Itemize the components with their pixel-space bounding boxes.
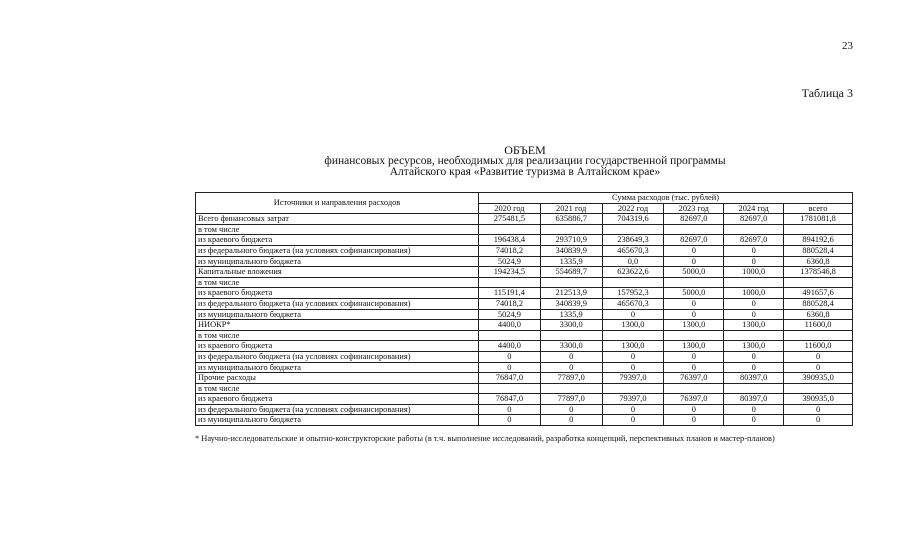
cell-value: 157952,3 <box>602 288 664 299</box>
row-label: НИОКР* <box>196 320 479 331</box>
cell-value: 238649,3 <box>602 235 664 246</box>
cell-value <box>724 277 784 288</box>
table-row <box>196 235 853 246</box>
table-row <box>196 256 853 267</box>
row-label: из федерального бюджета (на условиях софинансирования) <box>196 351 479 362</box>
cell-value: 76847,0 <box>479 373 541 384</box>
cell-value <box>664 224 724 235</box>
cell-value: 390935,0 <box>784 373 853 384</box>
cell-value: 80397,0 <box>724 373 784 384</box>
cell-value: 0 <box>724 298 784 309</box>
table-row <box>196 383 853 394</box>
table-row <box>196 277 853 288</box>
cell-value: 704319,6 <box>602 214 664 225</box>
table-row <box>196 288 853 299</box>
header-year: 2020 год <box>479 203 541 214</box>
cell-value <box>540 330 602 341</box>
cell-value: 0 <box>664 309 724 320</box>
cell-value: 390935,0 <box>784 394 853 405</box>
cell-value: 623622,6 <box>602 267 664 278</box>
cell-value: 894192,6 <box>784 235 853 246</box>
cell-value: 1300,0 <box>664 341 724 352</box>
cell-value: 0 <box>784 415 853 426</box>
document-title <box>195 145 855 178</box>
cell-value: 880528,4 <box>784 298 853 309</box>
cell-value: 880528,4 <box>784 245 853 256</box>
header-year: 2024 год <box>724 203 784 214</box>
cell-value: 0,0 <box>602 256 664 267</box>
cell-value: 0 <box>664 256 724 267</box>
row-label: в том числе <box>196 330 479 341</box>
row-label: из краевого бюджета <box>196 288 479 299</box>
cell-value: 76847,0 <box>479 394 541 405</box>
financial-resources-table <box>195 192 853 426</box>
title-line-1: ОБЪЕМ <box>504 143 546 157</box>
cell-value: 1300,0 <box>664 320 724 331</box>
cell-value <box>479 224 541 235</box>
cell-value: 5024,9 <box>479 256 541 267</box>
cell-value: 82697,0 <box>724 214 784 225</box>
cell-value: 0 <box>479 404 541 415</box>
footnote: * Научно-исследовательские и опытно-конструкторские работы (в т.ч. выполнение исследований, разработка концепций, перспективных планов и мастер-планов) <box>195 434 775 443</box>
row-label: Капитальные вложения <box>196 267 479 278</box>
cell-value: 1300,0 <box>724 341 784 352</box>
cell-value: 196438,4 <box>479 235 541 246</box>
header-year: 2023 год <box>664 203 724 214</box>
table-row <box>196 224 853 235</box>
cell-value: 3300,0 <box>540 341 602 352</box>
table-row <box>196 320 853 331</box>
table-row <box>196 351 853 362</box>
cell-value: 0 <box>664 415 724 426</box>
table-row <box>196 341 853 352</box>
cell-value <box>784 224 853 235</box>
table-row <box>196 330 853 341</box>
cell-value: 6360,8 <box>784 256 853 267</box>
cell-value: 635886,7 <box>540 214 602 225</box>
row-label: из краевого бюджета <box>196 235 479 246</box>
table-row <box>196 404 853 415</box>
table-row <box>196 267 853 278</box>
table-label: Таблица 3 <box>801 86 853 100</box>
title-line-2: финансовых ресурсов, необходимых для реализации государственной программы <box>324 155 726 167</box>
cell-value: 0 <box>540 351 602 362</box>
row-label: из муниципального бюджета <box>196 256 479 267</box>
row-label: в том числе <box>196 277 479 288</box>
cell-value <box>784 330 853 341</box>
title-line-3: Алтайского края «Развитие туризма в Алтайском крае» <box>389 166 661 178</box>
row-label: из краевого бюджета <box>196 341 479 352</box>
cell-value: 0 <box>479 351 541 362</box>
cell-value <box>479 383 541 394</box>
cell-value: 11600,0 <box>784 341 853 352</box>
cell-value: 0 <box>540 415 602 426</box>
table-row <box>196 214 853 225</box>
cell-value <box>540 224 602 235</box>
cell-value: 340839,9 <box>540 245 602 256</box>
table-row <box>196 394 853 405</box>
cell-value: 115191,4 <box>479 288 541 299</box>
cell-value: 0 <box>784 362 853 373</box>
cell-value: 0 <box>479 415 541 426</box>
cell-value: 82697,0 <box>664 214 724 225</box>
cell-value: 3300,0 <box>540 320 602 331</box>
cell-value: 0 <box>602 309 664 320</box>
cell-value: 80397,0 <box>724 394 784 405</box>
cell-value: 554689,7 <box>540 267 602 278</box>
cell-value: 1300,0 <box>602 341 664 352</box>
cell-value: 194234,5 <box>479 267 541 278</box>
cell-value: 0 <box>724 309 784 320</box>
row-label: из муниципального бюджета <box>196 362 479 373</box>
cell-value: 491657,6 <box>784 288 853 299</box>
header-year: 2021 год <box>540 203 602 214</box>
cell-value: 11600,0 <box>784 320 853 331</box>
cell-value: 82697,0 <box>664 235 724 246</box>
cell-value: 0 <box>664 362 724 373</box>
header-year: 2022 год <box>602 203 664 214</box>
table-row <box>196 309 853 320</box>
cell-value <box>724 224 784 235</box>
row-label: из муниципального бюджета <box>196 415 479 426</box>
cell-value: 74018,2 <box>479 245 541 256</box>
cell-value: 79397,0 <box>602 373 664 384</box>
cell-value: 0 <box>664 298 724 309</box>
cell-value: 4400,0 <box>479 341 541 352</box>
table-row <box>196 373 853 384</box>
cell-value <box>540 277 602 288</box>
cell-value: 1378546,8 <box>784 267 853 278</box>
cell-value: 1335,9 <box>540 309 602 320</box>
cell-value: 1300,0 <box>724 320 784 331</box>
cell-value: 212513,9 <box>540 288 602 299</box>
cell-value <box>664 277 724 288</box>
cell-value: 0 <box>540 362 602 373</box>
cell-value: 1335,9 <box>540 256 602 267</box>
cell-value: 6360,8 <box>784 309 853 320</box>
cell-value: 0 <box>664 351 724 362</box>
cell-value: 0 <box>664 404 724 415</box>
cell-value: 5000,0 <box>664 288 724 299</box>
cell-value <box>784 277 853 288</box>
cell-value: 0 <box>724 415 784 426</box>
cell-value: 5000,0 <box>664 267 724 278</box>
cell-value <box>664 383 724 394</box>
cell-value: 275481,5 <box>479 214 541 225</box>
cell-value <box>479 277 541 288</box>
cell-value: 1781081,8 <box>784 214 853 225</box>
cell-value: 0 <box>724 245 784 256</box>
row-label: в том числе <box>196 224 479 235</box>
row-label: из федерального бюджета (на условиях софинансирования) <box>196 404 479 415</box>
cell-value: 0 <box>602 415 664 426</box>
cell-value <box>784 383 853 394</box>
cell-value <box>602 224 664 235</box>
cell-value: 465670,3 <box>602 298 664 309</box>
cell-value: 0 <box>602 362 664 373</box>
cell-value: 0 <box>784 404 853 415</box>
table-header-row <box>196 193 853 204</box>
cell-value: 465670,3 <box>602 245 664 256</box>
table-body <box>196 214 853 426</box>
cell-value <box>724 330 784 341</box>
cell-value <box>664 330 724 341</box>
cell-value: 0 <box>602 404 664 415</box>
cell-value: 293710,9 <box>540 235 602 246</box>
cell-value <box>602 277 664 288</box>
cell-value: 82697,0 <box>724 235 784 246</box>
cell-value: 1300,0 <box>602 320 664 331</box>
cell-value: 77897,0 <box>540 394 602 405</box>
cell-value: 0 <box>602 351 664 362</box>
cell-value: 0 <box>724 404 784 415</box>
cell-value <box>724 383 784 394</box>
cell-value: 0 <box>664 245 724 256</box>
row-label: из федерального бюджета (на условиях софинансирования) <box>196 298 479 309</box>
row-label: в том числе <box>196 383 479 394</box>
cell-value: 0 <box>724 351 784 362</box>
row-label: Всего финансовых затрат <box>196 214 479 225</box>
cell-value: 77897,0 <box>540 373 602 384</box>
row-label: из муниципального бюджета <box>196 309 479 320</box>
row-label: Прочие расходы <box>196 373 479 384</box>
cell-value: 0 <box>724 256 784 267</box>
cell-value: 76397,0 <box>664 394 724 405</box>
cell-value: 0 <box>479 362 541 373</box>
cell-value: 0 <box>784 351 853 362</box>
table-row <box>196 245 853 256</box>
cell-value: 76397,0 <box>664 373 724 384</box>
cell-value <box>479 330 541 341</box>
table-row <box>196 415 853 426</box>
header-sum: Сумма расходов (тыс. рублей) <box>479 193 853 204</box>
cell-value: 1000,0 <box>724 288 784 299</box>
page-number: 23 <box>842 40 853 52</box>
cell-value: 1000,0 <box>724 267 784 278</box>
header-year: всего <box>784 203 853 214</box>
cell-value: 5024,9 <box>479 309 541 320</box>
row-label: из краевого бюджета <box>196 394 479 405</box>
cell-value: 0 <box>540 404 602 415</box>
cell-value <box>602 330 664 341</box>
row-label: из федерального бюджета (на условиях софинансирования) <box>196 245 479 256</box>
cell-value <box>540 383 602 394</box>
cell-value: 0 <box>724 362 784 373</box>
cell-value <box>602 383 664 394</box>
cell-value: 79397,0 <box>602 394 664 405</box>
cell-value: 4400,0 <box>479 320 541 331</box>
cell-value: 340839,9 <box>540 298 602 309</box>
table-row <box>196 298 853 309</box>
cell-value: 74018,2 <box>479 298 541 309</box>
table-row <box>196 362 853 373</box>
header-sources: Источники и направления расходов <box>196 193 479 214</box>
